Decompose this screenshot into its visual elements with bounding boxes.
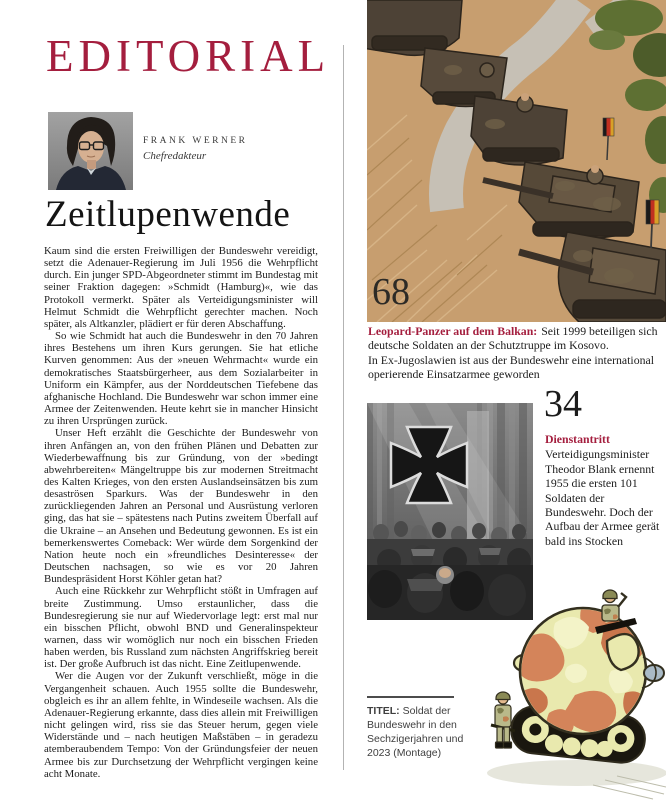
author-name: FRANK WERNER [143, 136, 248, 146]
section-label: EDITORIAL [46, 31, 331, 81]
cover-caption-rule [367, 696, 454, 698]
saluting-soldier [602, 590, 626, 621]
article-paragraph: Unser Heft erzählt die Geschichte der Bundeswehr von ihren Anfängen an, von den frühen Plänen und Debatten zur Wiederbewaffnung bis zur Gründung, von der »bedingt abwehrbereiten« Mängeltruppe bis zur modernen Streitmacht des Kalten Krieges, von den ersten Auslandseinsätzen bis zum desaströsen Sparkurs. Was der Bundeswehr in den zurückliegenden Jahren an Personal und Ausrüstung verloren ging, das hat sie – spätestens nach Putins zweitem Überfall auf die Ukraine – an Ansehen und Bedeutung gewonnen. Es ist ein bemerkenswertes Comeback: Wer würde dem Sorgenkind der Nation heute noch ein »freundliches Desinteresse« der Deutschen nachsagen, so wie es vor 20 Jahren Bundespräsident Horst Köhler getan hat? [44, 427, 318, 586]
piggy-snout [644, 665, 664, 681]
portrait-face [78, 131, 104, 163]
dienstantritt-caption-lead: Dienstantritt [545, 432, 610, 446]
leopard-tank-column-photo [367, 0, 666, 322]
piggy-ear [607, 634, 639, 670]
standing-soldier [491, 692, 515, 748]
article-paragraph: So wie Schmidt hat auch die Bundeswehr in den 70 Jahren ihres Bestehens um ihren Kurs gerungen. Sie hat etliche Kurven genommen: Aus der »neuen Wehrmacht« wurde ein demokratisches Staatsbürgerheer, aus dem Sozialarbeiter in Uniform ein Kämpfer, aus der Norddeutschen Tiefebene das afghanische Hochland. Die Bundeswehr war schon immer eine Armee der Zeitenwenden. Heute kehrt sie in mancher Hinsicht zu ihren Ursprüngen zurück. [44, 330, 318, 428]
author-portrait-photo [48, 112, 133, 190]
dienstantritt-caption [545, 432, 663, 548]
headline: Zeitlupenwende [45, 194, 291, 235]
piggy-bank-tank-illustration [455, 583, 666, 811]
author-role: Chefredakteur [143, 150, 207, 162]
dienstantritt-caption-text: Verteidigungsminister Theodor Blank ernennt 1955 die ersten 101 Soldaten der Bundeswehr. Doch der Aufbau der Armee gerät bald ins Stocken [545, 447, 660, 548]
balkan-caption-text2: In Ex-Jugoslawien ist aus der Bundeswehr eine international operierende Einsatzarmee geworden [368, 352, 654, 381]
cover-caption [367, 704, 467, 760]
balkan-caption-text: Seit 1999 beteiligen sich deutsche Soldaten an der Schutztruppe im Kosovo. [368, 324, 658, 353]
page-number-34: 34 [544, 383, 582, 425]
cover-caption-lead: TITEL: [367, 705, 400, 717]
balkan-caption [368, 324, 662, 381]
article-paragraph: Kaum sind die ersten Freiwilligen der Bundeswehr vereidigt, setzt die Adenauer-Regierung im Juli 1956 die Wehrpflicht durch. Ein junger SPD-Abgeordneter stimmt im Bundestag mit seiner Fraktion dagegen: »Schmidt (Hamburg)«, wie das Protokoll vermerkt. Später als Verteidigungsminister will Helmut Schmidt die Wehrpflicht gerechter machen. Noch später, als Altkanzler, plädiert er für deren Abschaffung. [44, 245, 318, 330]
article-paragraph: Auch eine Rückkehr zur Wehrpflicht stößt in Umfragen auf breite Zustimmung. Umso erstaunlicher, dass die Bundesregierung sie nur auf Wiedervorlage legt: erst mal nur ein bisschen Pflicht, obwohl BND und Generalinspekteur warnen, dass wir womöglich nur noch ein bisschen Frieden haben werden, bis Russland zum nächsten Angriffskrieg bereit ist. Der große Aufbruch ist das nicht. Eine Zeitlupenwende. [44, 585, 318, 671]
cover-caption-text: Soldat der Bundeswehr in den Sechzigerjahren und 2023 (Montage) [367, 705, 464, 759]
editorial-article [44, 245, 318, 780]
article-paragraph: Wer die Augen vor der Zukunft verschließt, möge in die Vergangenheit schauen. Auch 1955 sollte die Bundeswehr, obgleich es ihr an allem fehlte, in Windeseile wachsen. Als die Adenauer-Regierung erkannte, dass dies allein mit Freiwilligen nicht gelingen wird, riss sie das Steuer herum, gegen viele Widerstände und – nach heutigen Maßstäben – in geradezu atemberaubendem Tempo: Von der Gründungsfeier der neuen Armee bis zur Durchsetzung der Wehrpflicht vergingen keine acht Monate. [44, 670, 318, 780]
column-divider [343, 45, 344, 770]
balkan-caption-lead: Leopard-Panzer auf dem Balkan: [368, 324, 538, 338]
page-number-68: 68 [372, 271, 410, 313]
